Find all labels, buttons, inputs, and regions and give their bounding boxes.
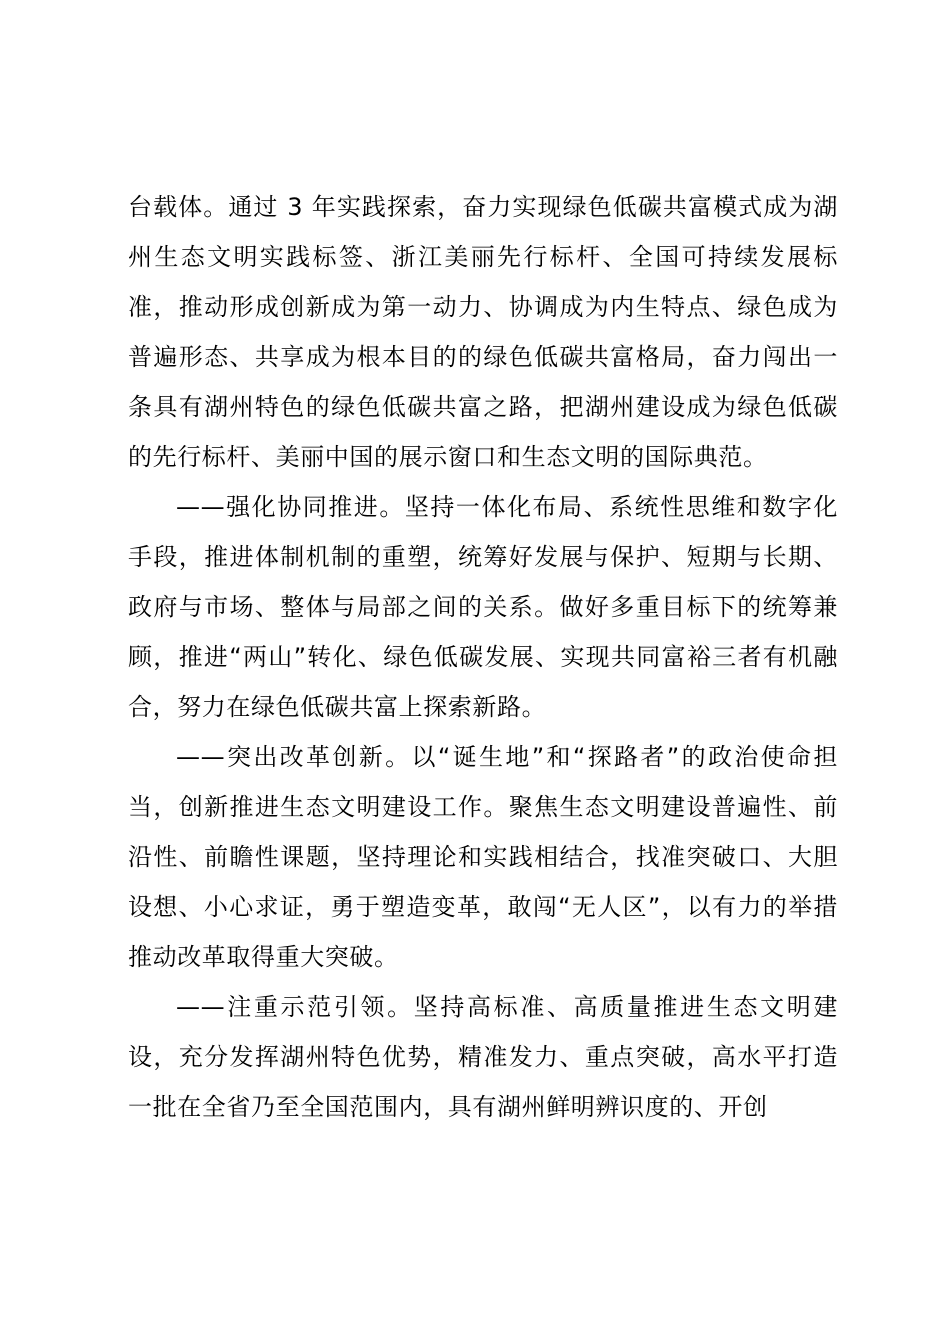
paragraph-demonstration-leading: ——注重示范引领。坚持高标准、高质量推进生态文明建设，充分发挥湖州特色优势，精准发力、重点突破，高水平打造一批在全省乃至全国范围内，具有湖州鲜明辨识度的、开创 bbox=[128, 993, 838, 1121]
paragraph-coordinated-advancement: ——强化协同推进。坚持一体化布局、系统性思维和数字化手段，推进体制机制的重塑，统筹好发展与保护、短期与长期、政府与市场、整体与局部之间的关系。做好多重目标下的统筹兼顾，推进“两山”转化、绿色低碳发展、实现共同富裕三者有机融合，努力在绿色低碳共富上探索新路。 bbox=[128, 493, 838, 721]
paragraph-reform-innovation: ——突出改革创新。以“诞生地”和“探路者”的政治使命担当，创新推进生态文明建设工作。聚焦生态文明建设普遍性、前沿性、前瞻性课题，坚持理论和实践相结合，找准突破口、大胆设想、小心求证，勇于塑造变革，敢闯“无人区”，以有力的举措推动改革取得重大突破。 bbox=[128, 743, 838, 971]
paragraph-continuation: 台载体。通过 3 年实践探索，奋力实现绿色低碳共富模式成为湖州生态文明实践标签、浙江美丽先行标杆、全国可持续发展标准，推动形成创新成为第一动力、协调成为内生特点、绿色成为普遍形态、共享成为根本目的的绿色低碳共富格局，奋力闯出一条具有湖州特色的绿色低碳共富之路，把湖州建设成为绿色低碳的先行标杆、美丽中国的展示窗口和生态文明的国际典范。 bbox=[128, 193, 838, 471]
body-text bbox=[128, 182, 838, 1132]
